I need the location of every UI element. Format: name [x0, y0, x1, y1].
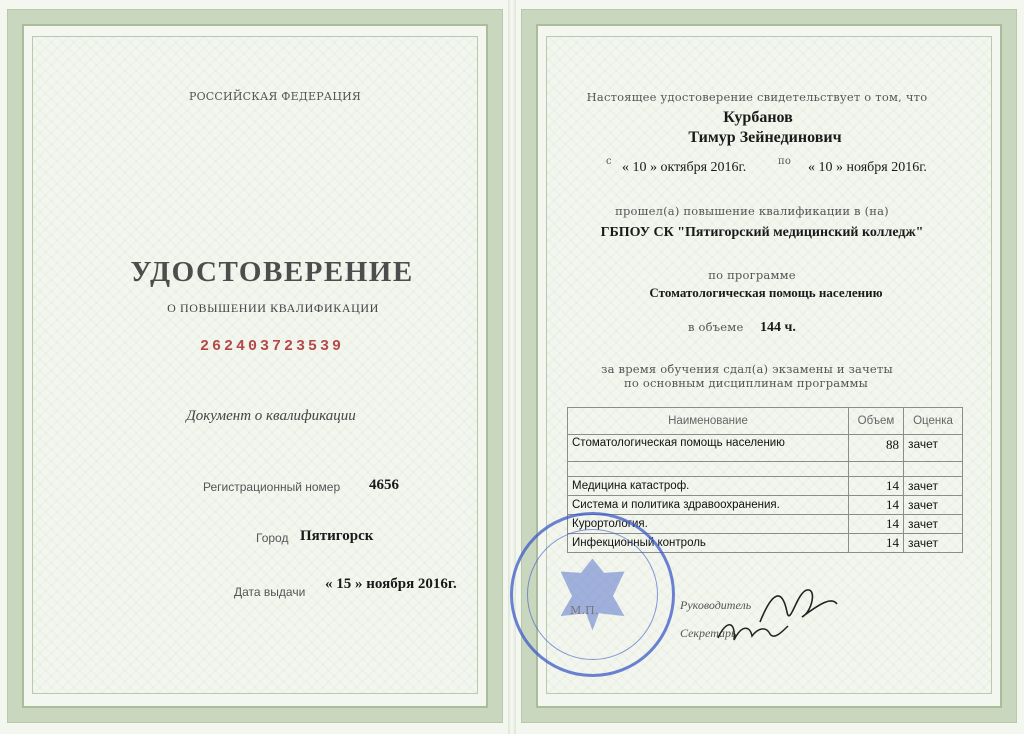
table-row — [568, 435, 963, 462]
registration-number: 4656 — [369, 477, 399, 493]
secretary-signature-icon — [712, 612, 792, 652]
official-seal-stamp — [510, 512, 675, 677]
secretary-label: Секретарь — [680, 626, 737, 640]
table-row-empty — [568, 462, 963, 477]
eagle-emblem-icon — [561, 559, 625, 631]
program-name: Стоматологическая помощь населению — [649, 285, 883, 300]
from-date: « 10 » октября 2016г. — [622, 160, 747, 175]
table-row — [568, 496, 963, 515]
table-header-row — [568, 408, 963, 435]
header-name: Наименование — [568, 408, 849, 435]
exams-line-1: за время обучения сдал(а) экзамены и зачеты — [601, 362, 893, 376]
passed-text: прошел(а) повышение квалификации в (на) — [615, 204, 889, 218]
intro-text: Настоящее удостоверение свидетельствует о том, что — [586, 90, 928, 104]
volume-value: 144 ч. — [760, 320, 796, 335]
institution-name: ГБПОУ СК "Пятигорский медицинский колледж" — [600, 225, 924, 240]
holder-given-names: Тимур Зейнединович — [688, 129, 842, 146]
subject-grade: зачет — [904, 496, 963, 515]
issue-date-value: « 15 » ноября 2016г. — [325, 576, 457, 592]
country-heading: РОССИЙСКАЯ ФЕДЕРАЦИЯ — [188, 90, 362, 103]
table-row — [568, 477, 963, 496]
holder-surname: Курбанов — [723, 109, 793, 126]
subject-name: Курортология. — [568, 515, 849, 534]
subject-hours: 14 — [849, 515, 904, 534]
empty-cell — [904, 462, 963, 477]
subject-hours: 14 — [849, 477, 904, 496]
director-label: Руководитель — [680, 598, 752, 612]
subject-hours: 88 — [849, 435, 904, 462]
registration-label: Регистрационный номер — [203, 480, 341, 494]
volume-label: в объеме — [688, 320, 744, 334]
city-label: Город — [256, 531, 289, 545]
certificate-title: УДОСТОВЕРЕНИЕ — [130, 256, 414, 288]
program-label: по программе — [708, 268, 796, 282]
subject-grade: зачет — [904, 477, 963, 496]
subject-name: Система и политика здравоохранения. — [568, 496, 849, 515]
header-grade: Оценка — [904, 408, 963, 435]
header-hours: Объем — [849, 408, 904, 435]
certificate-subtitle: О ПОВЫШЕНИИ КВАЛИФИКАЦИИ — [167, 301, 379, 315]
exams-line-2: по основным дисциплинам программы — [624, 376, 868, 390]
document-type: Документ о квалификации — [186, 408, 356, 424]
to-label: по — [778, 156, 792, 167]
city-value: Пятигорск — [300, 528, 374, 544]
subject-name: Инфекционный контроль — [568, 534, 849, 553]
from-label: с — [606, 156, 612, 167]
empty-cell — [849, 462, 904, 477]
to-date: « 10 » ноября 2016г. — [808, 160, 927, 175]
seal-place-label: М.П. — [570, 604, 599, 617]
subject-grade: зачет — [904, 534, 963, 553]
subject-name: Медицина катастроф. — [568, 477, 849, 496]
subject-hours: 14 — [849, 496, 904, 515]
issue-date-label: Дата выдачи — [234, 585, 306, 599]
empty-cell — [568, 462, 849, 477]
subject-grade: зачет — [904, 435, 963, 462]
subject-name: Стоматологическая помощь населению — [568, 435, 849, 462]
serial-number: 262403723539 — [199, 338, 345, 355]
subject-hours: 14 — [849, 534, 904, 553]
subject-grade: зачет — [904, 515, 963, 534]
left-page — [0, 0, 510, 734]
